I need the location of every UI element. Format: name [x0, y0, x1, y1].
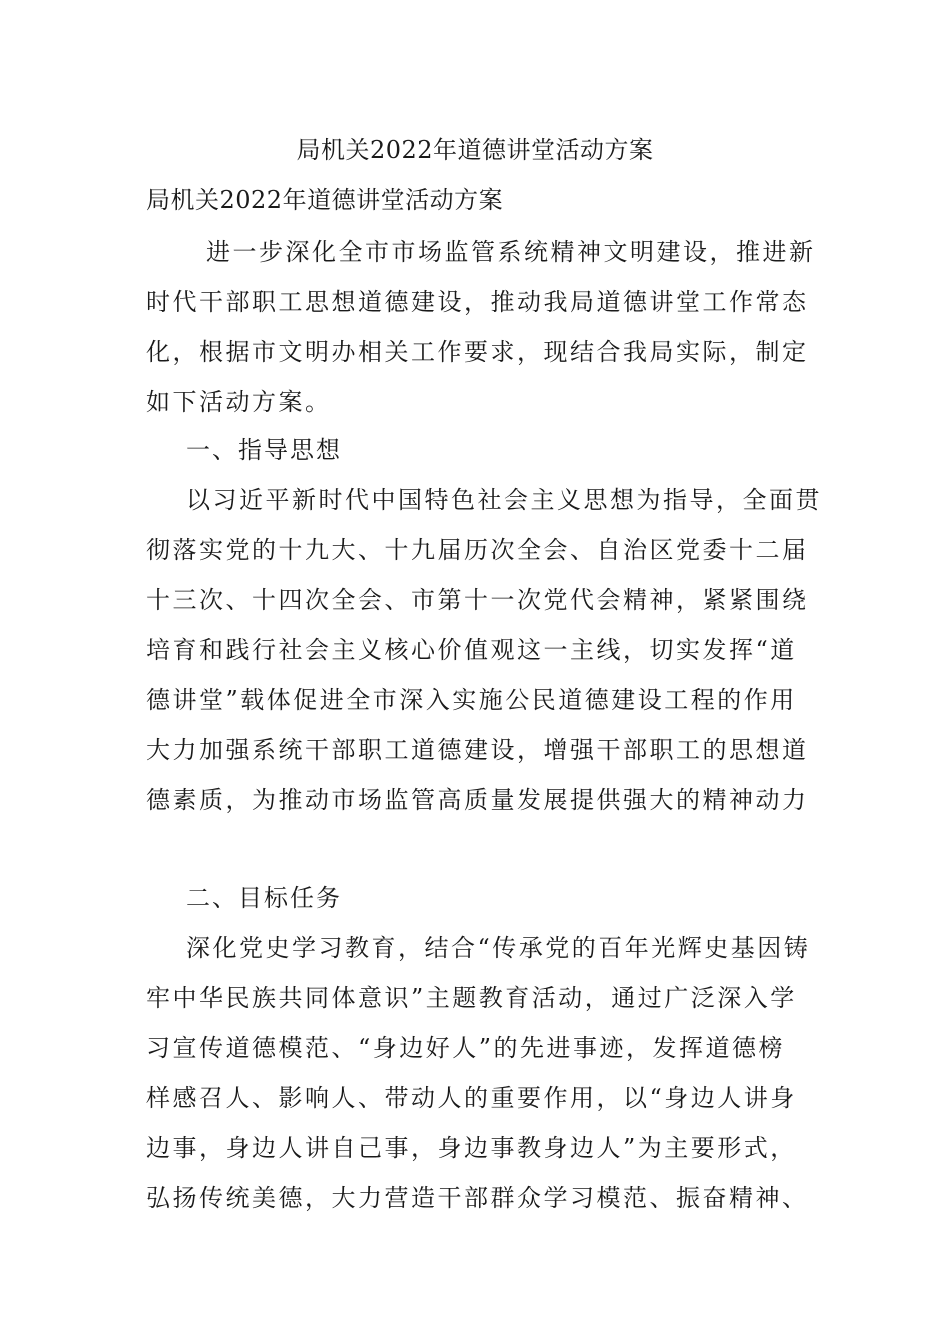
intro-line: 时代干部职工思想道德建设，推动我局道德讲堂工作常态	[146, 288, 809, 316]
section-1-line: 培育和践行社会主义核心价值观这一主线，切实发挥“道	[146, 636, 797, 664]
intro-line: 进一步深化全市市场监管系统精神文明建设，推进新	[206, 238, 816, 266]
section-2-line: 弘扬传统美德，大力营造干部群众学习模范、振奋精神、	[146, 1184, 809, 1212]
section-1-line: 大力加强系统干部职工道德建设，增强干部职工的思想道	[146, 736, 809, 764]
document-title: 局机关2022年道德讲堂活动方案	[296, 136, 654, 164]
section-1-line: 德素质，为推动市场监管高质量发展提供强大的精神动力	[146, 786, 809, 814]
section-2-line: 边事，身边人讲自己事，身边事教身边人”为主要形式，	[146, 1134, 797, 1162]
section-2-line: 样感召人、影响人、带动人的重要作用，以“身边人讲身	[146, 1084, 797, 1112]
section-1-line: 十三次、十四次全会、市第十一次党代会精神，紧紧围绕	[146, 586, 809, 614]
section-1-line: 德讲堂”载体促进全市深入实施公民道德建设工程的作用	[146, 686, 797, 714]
intro-line: 化，根据市文明办相关工作要求，现结合我局实际，制定	[146, 338, 809, 366]
section-2-line: 习宣传道德模范、“身边好人”的先进事迹，发挥道德榜	[146, 1034, 786, 1062]
section-2-heading: 二、目标任务	[186, 884, 342, 912]
section-1-line: 彻落实党的十九大、十九届历次全会、自治区党委十二届	[146, 536, 809, 564]
intro-line: 如下活动方案。	[146, 388, 332, 416]
document-subtitle: 局机关2022年道德讲堂活动方案	[146, 186, 504, 214]
section-1-line: 以习近平新时代中国特色社会主义思想为指导，全面贯	[186, 486, 822, 514]
section-1-heading: 一、指导思想	[186, 436, 342, 464]
section-2-line: 深化党史学习教育，结合“传承党的百年光辉史基因铸	[186, 934, 811, 962]
section-2-line: 牢中华民族共同体意识”主题教育活动，通过广泛深入学	[146, 984, 797, 1012]
